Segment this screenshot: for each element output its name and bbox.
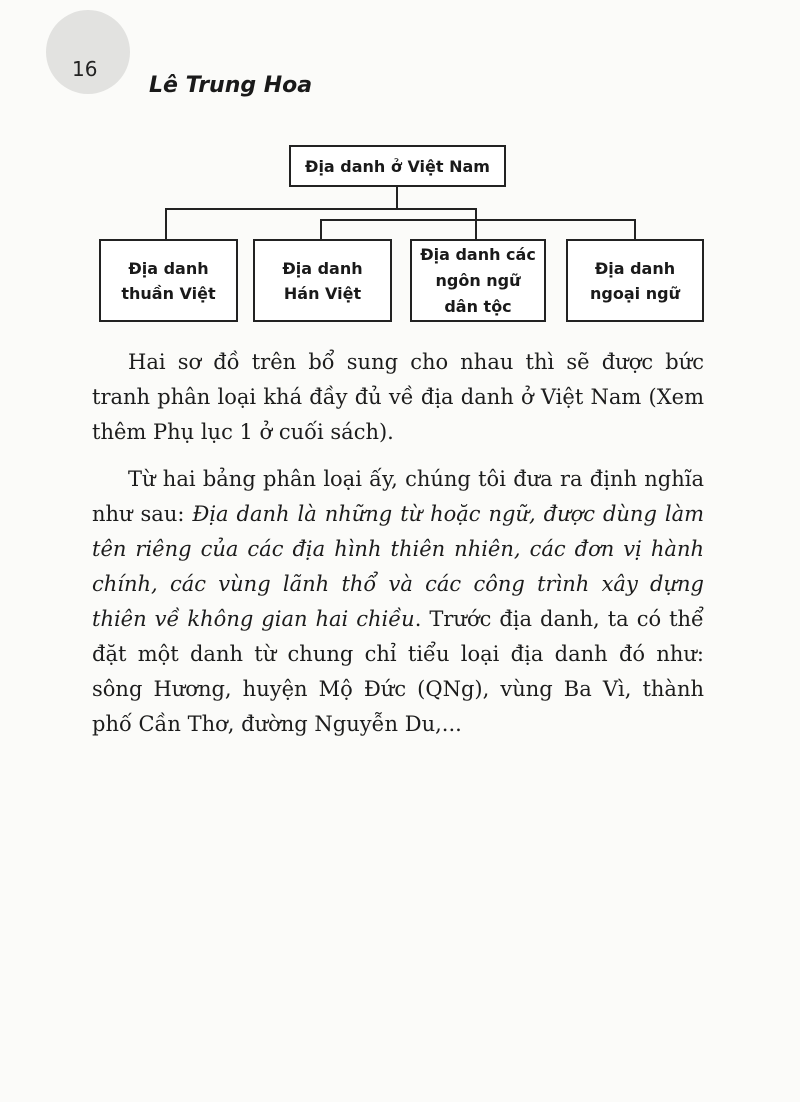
place-name-classification-diagram	[0, 0, 800, 340]
diagram-root-node	[289, 145, 506, 187]
paragraph-1-text: Hai sơ đồ trên bổ sung cho nhau thì sẽ được bức tranh phân loại khá đầy đủ về địa danh ở Việt Nam (Xem thêm Phụ lục 1 ở cuối sách).	[92, 350, 704, 444]
diagram-root-label: Địa danh ở Việt Nam	[305, 156, 490, 176]
connector-lower-bar	[320, 219, 636, 221]
body-paragraph-2	[92, 462, 704, 742]
diagram-node-label: Địa danh thuần Việt	[121, 258, 216, 303]
paragraph-2-intro: Từ hai bảng phân loại ấy, chúng tôi đưa ra định nghĩa như sau:	[92, 467, 704, 526]
diagram-node-label: Địa danh ngoại ngữ	[590, 258, 680, 303]
connector-drop-1	[165, 208, 167, 239]
diagram-node-native-vietnamese	[99, 239, 238, 322]
page-number: 16	[72, 57, 98, 81]
connector-drop-2	[320, 219, 322, 239]
diagram-node-sino-vietnamese	[253, 239, 392, 322]
connector-drop-4	[634, 219, 636, 239]
connector-upper-bar	[165, 208, 477, 210]
body-paragraph-1	[92, 345, 704, 450]
diagram-node-ethnic-languages	[410, 239, 546, 322]
paragraph-2-rest: . Trước địa danh, ta có thể đặt một danh từ chung chỉ tiểu loại địa danh đó như: sông Hương, huyện Mộ Đức (QNg), vùng Ba Vì, thành phố Cần Thơ, đường Nguyễn Du,...	[92, 607, 704, 736]
diagram-node-foreign-language	[566, 239, 704, 322]
place-name-definition: Địa danh là những từ hoặc ngữ, được dùng làm tên riêng của các địa hình thiên nhiên, các đơn vị hành chính, các vùng lãnh thổ và các công trình xây dựng thiên về không gian hai chiều	[92, 502, 705, 631]
diagram-node-label: Địa danh Hán Việt	[282, 258, 363, 303]
connector-root-stem	[396, 187, 398, 209]
diagram-node-label: Địa danh các ngôn ngữ dân tộc	[420, 244, 536, 316]
connector-drop-3	[475, 208, 477, 239]
running-header-author: Lê Trung Hoa	[149, 73, 313, 98]
